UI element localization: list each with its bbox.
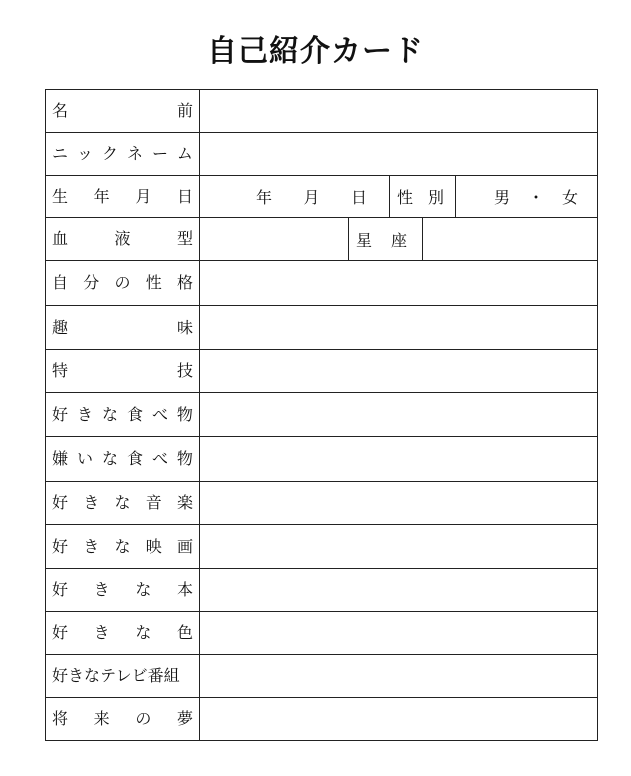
- label-favorite-music-char: 好: [52, 493, 69, 512]
- entry-cell-future-dream[interactable]: [200, 698, 598, 741]
- label-personality-char: 分: [83, 273, 100, 292]
- label-cell-favorite-color: [46, 612, 200, 655]
- gender-label-char: 性: [397, 188, 414, 207]
- gender-label-char: 別: [427, 188, 444, 207]
- label-blood-type-char: 血: [52, 229, 69, 248]
- label-future-dream-char: の: [135, 709, 152, 728]
- self-introduction-table: [45, 89, 598, 741]
- label-disliked-food-char: べ: [151, 449, 168, 468]
- label-favorite-music-char: 楽: [176, 493, 193, 512]
- row-favorite-tv-show: [46, 655, 598, 698]
- label-birthday-char: 生: [52, 186, 69, 206]
- star-sign-label-char: 星: [356, 230, 373, 250]
- birthday-date-field[interactable]: [200, 176, 389, 217]
- label-cell-birthday: [46, 176, 200, 218]
- entry-cell-disliked-food[interactable]: [200, 437, 598, 482]
- label-favorite-color-char: な: [135, 623, 152, 642]
- row-favorite-book: [46, 569, 598, 612]
- entry-cell-favorite-color[interactable]: [200, 612, 598, 655]
- label-disliked-food-char: い: [76, 449, 93, 468]
- label-favorite-color-char: き: [93, 623, 110, 642]
- label-disliked-food: [46, 449, 199, 469]
- entry-cell-favorite-food[interactable]: [200, 393, 598, 437]
- label-favorite-color-char: 好: [52, 623, 69, 642]
- label-hobby: [46, 318, 199, 338]
- star-sign-label-char: 座: [390, 230, 407, 250]
- row-favorite-color: [46, 612, 598, 655]
- label-cell-skill: [46, 350, 200, 393]
- label-cell-hobby: [46, 306, 200, 350]
- gender-option[interactable]: 男: [494, 188, 511, 207]
- label-favorite-food-char: な: [101, 404, 118, 424]
- entry-cell-favorite-music[interactable]: [200, 482, 598, 525]
- row-favorite-food: [46, 393, 598, 437]
- label-hobby-char: 味: [176, 317, 193, 337]
- row-nickname: [46, 133, 598, 176]
- label-favorite-food-char: 食: [126, 404, 143, 424]
- label-favorite-movie-char: 好: [52, 536, 69, 556]
- label-cell-favorite-movie: [46, 525, 200, 569]
- label-birthday-char: 年: [93, 186, 110, 206]
- card-title: 自己紹介カード: [207, 34, 424, 69]
- label-birthday-char: 月: [135, 186, 152, 206]
- label-favorite-music-char: な: [114, 493, 131, 512]
- label-favorite-movie-char: き: [83, 536, 100, 556]
- label-favorite-tv-show: [46, 666, 199, 686]
- row-disliked-food: [46, 437, 598, 482]
- label-favorite-book-char: な: [135, 580, 152, 599]
- label-favorite-music-char: 音: [145, 493, 162, 512]
- label-personality-char: 格: [176, 273, 193, 292]
- label-skill: [46, 361, 199, 381]
- gender-separator: ・: [527, 188, 544, 207]
- label-cell-personality: [46, 261, 200, 306]
- entry-cell-favorite-book[interactable]: [200, 569, 598, 612]
- label-favorite-food-char: 好: [52, 404, 69, 424]
- label-personality-char: 自: [52, 273, 69, 292]
- label-skill-char: 特: [52, 361, 69, 380]
- label-personality-char: の: [114, 273, 131, 292]
- label-cell-favorite-book: [46, 569, 200, 612]
- label-personality: [46, 273, 199, 293]
- label-name: [46, 101, 199, 121]
- label-future-dream: [46, 709, 199, 729]
- label-disliked-food-char: 嫌: [52, 449, 69, 468]
- gender-label: [389, 176, 455, 217]
- label-favorite-color-char: 色: [176, 623, 193, 642]
- label-nickname-char: ー: [151, 144, 168, 163]
- label-favorite-food-char: き: [76, 404, 93, 424]
- entry-cell-personality[interactable]: [200, 261, 598, 306]
- label-favorite-tv-show-char: 好きなテレビ番組: [52, 666, 180, 685]
- label-favorite-food-char: 物: [176, 404, 193, 424]
- label-favorite-movie: [46, 537, 199, 557]
- birthday-date-unit: 日: [350, 188, 367, 207]
- label-future-dream-char: 夢: [176, 709, 193, 728]
- entry-cell-favorite-movie[interactable]: [200, 525, 598, 569]
- label-favorite-food-char: べ: [151, 404, 168, 424]
- label-nickname-char: ッ: [76, 144, 93, 163]
- label-favorite-music: [46, 493, 199, 513]
- label-cell-nickname: [46, 133, 200, 176]
- label-disliked-food-char: な: [101, 449, 118, 468]
- label-favorite-book: [46, 580, 199, 600]
- star-sign-field[interactable]: [422, 218, 597, 260]
- row-name: [46, 90, 598, 133]
- blood-type-field[interactable]: [200, 218, 348, 260]
- label-name-char: 名: [52, 101, 69, 120]
- row-birthday: [46, 176, 598, 218]
- gender-options[interactable]: [455, 176, 597, 217]
- label-nickname-char: ム: [176, 144, 193, 163]
- label-favorite-book-char: 本: [176, 580, 193, 599]
- label-nickname-char: ニ: [52, 144, 69, 163]
- label-hobby-char: 趣: [52, 317, 69, 337]
- label-disliked-food-char: 物: [176, 449, 193, 468]
- label-cell-favorite-food: [46, 393, 200, 437]
- label-blood-type-char: 型: [176, 229, 193, 248]
- entry-cell-nickname[interactable]: [200, 133, 598, 176]
- entry-cell-name[interactable]: [200, 90, 598, 133]
- label-future-dream-char: 将: [52, 709, 69, 728]
- label-favorite-movie-char: 画: [176, 536, 193, 556]
- row-favorite-music: [46, 482, 598, 525]
- row-favorite-movie: [46, 525, 598, 569]
- entry-cell-skill[interactable]: [200, 350, 598, 393]
- gender-option[interactable]: 女: [561, 188, 578, 207]
- label-skill-char: 技: [176, 361, 193, 380]
- label-name-char: 前: [176, 101, 193, 120]
- label-birthday-char: 日: [176, 186, 193, 206]
- label-birthday: [46, 187, 199, 207]
- label-nickname-char: ネ: [126, 144, 143, 163]
- label-blood-type: [46, 229, 199, 249]
- label-favorite-music-char: き: [83, 493, 100, 512]
- birthday-date-unit: 月: [303, 188, 320, 207]
- label-favorite-movie-char: 映: [145, 536, 162, 556]
- label-blood-type-char: 液: [114, 229, 131, 248]
- row-future-dream: [46, 698, 598, 741]
- row-hobby: [46, 306, 598, 350]
- label-favorite-color: [46, 623, 199, 643]
- star-sign-label: [348, 218, 422, 260]
- label-nickname-char: ク: [101, 144, 118, 163]
- entry-cell-birthday: [200, 176, 598, 218]
- label-cell-favorite-tv-show: [46, 655, 200, 698]
- label-cell-favorite-music: [46, 482, 200, 525]
- label-favorite-book-char: 好: [52, 580, 69, 599]
- label-favorite-book-char: き: [93, 580, 110, 599]
- entry-cell-favorite-tv-show[interactable]: [200, 655, 598, 698]
- label-cell-future-dream: [46, 698, 200, 741]
- label-favorite-movie-char: な: [114, 536, 131, 556]
- label-cell-name: [46, 90, 200, 133]
- label-nickname: [46, 144, 199, 164]
- label-favorite-food: [46, 405, 199, 425]
- birthday-date-unit: 年: [256, 188, 273, 207]
- entry-cell-blood-type: [200, 218, 598, 261]
- row-blood-type: [46, 218, 598, 261]
- label-disliked-food-char: 食: [126, 449, 143, 468]
- label-personality-char: 性: [145, 273, 162, 292]
- row-personality: [46, 261, 598, 306]
- row-skill: [46, 350, 598, 393]
- entry-cell-hobby[interactable]: [200, 306, 598, 350]
- label-future-dream-char: 来: [93, 709, 110, 728]
- label-cell-blood-type: [46, 218, 200, 261]
- label-cell-disliked-food: [46, 437, 200, 482]
